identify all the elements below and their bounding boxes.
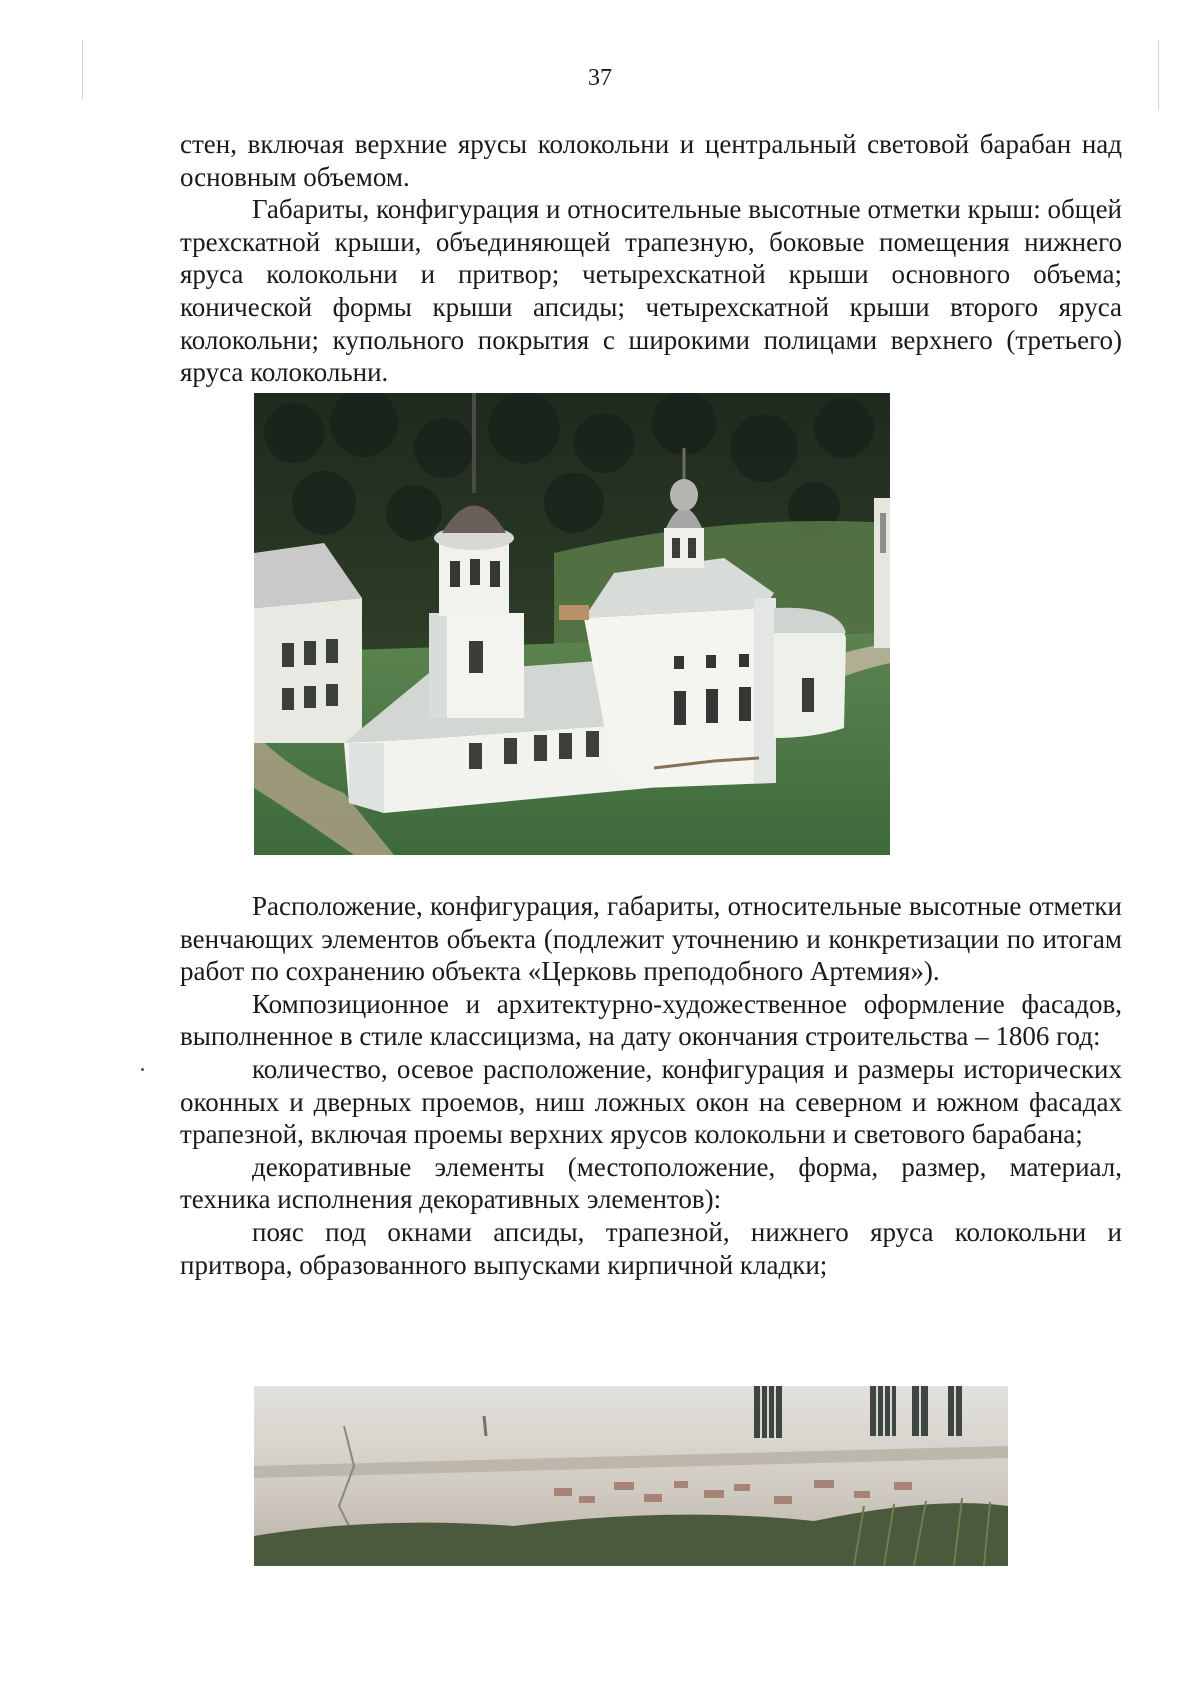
paragraph: количество, осевое расположение, конфигурация и размеры исторических оконных и дверных проемов, ниш ложных окон на северном и южном фасадах трапезной, включая проемы верхних ярусов колокольни и светового барабана; [180, 1053, 1122, 1150]
paragraph: Расположение, конфигурация, габариты, относительные высотные отметки венчающих элементов объекта (подлежит уточнению и конкретизации по итогам работ по сохранению объекта «Церковь преподобного Артемия»). [180, 891, 1122, 987]
scan-artifact [141, 1068, 144, 1071]
paragraph: стен, включая верхние ярусы колокольни и центральный световой барабан над основным объемом. [180, 129, 1122, 192]
paragraph: пояс под окнами апсиды, трапезной, нижнего яруса колокольни и притвора, образованного выпусками кирпичной кладки; [180, 1216, 1122, 1280]
text-block-bottom [180, 890, 1122, 1281]
text-block-top [180, 128, 1122, 389]
paragraph: Габариты, конфигурация и относительные высотные отметки крыш: общей трехскатной крыши, объединяющей трапезную, боковые помещения нижнего яруса колокольни и притвор; четырехскатной крыши основного объема; конической формы крыши апсиды; четырехскатной крыши второго яруса колокольни; купольного покрытия с широкими полицами верхнего (третьего) яруса колокольни. [180, 194, 1122, 388]
paragraph: декоративные элементы (местоположение, форма, размер, материал, техника исполнения декоративных элементов): [180, 1151, 1122, 1215]
wall-photo-icon [254, 1386, 1008, 1566]
paragraph: Композиционное и архитектурно-художественное оформление фасадов, выполненное в стиле классицизма, на дату окончания строительства – 1806 год: [180, 988, 1122, 1052]
page-number: 37 [588, 65, 612, 91]
church-photo-icon [254, 393, 890, 855]
